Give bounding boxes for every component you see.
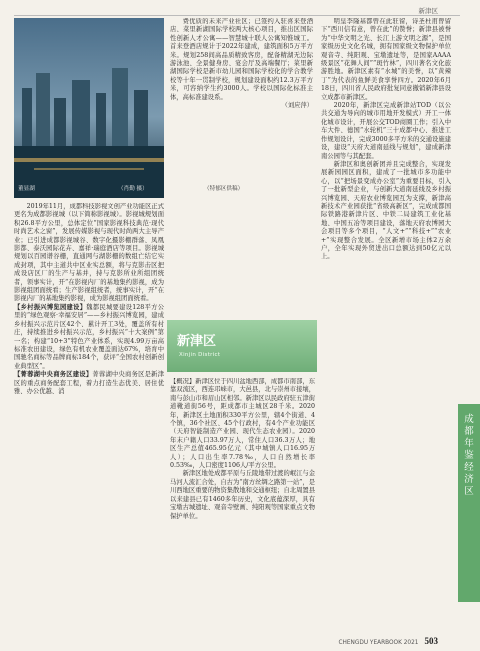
page-footer xyxy=(338,636,438,646)
signature: （刘应萍） xyxy=(281,102,313,110)
section-subtitle: Xinjin District xyxy=(179,352,221,358)
photo-caption-left: 董显湖 xyxy=(18,186,35,192)
page-number: 503 xyxy=(424,636,438,646)
column-3-text xyxy=(321,18,451,634)
snippet-2 xyxy=(14,371,164,396)
paragraph: 2020年，新津区完成新津站TOD（以公共交通为导向的城市用地开发模式）开工一体化城市设计，开展公交TOD商圈工作；引入中车大件、德国“水轮机”三十成都中心、推进工作规划设计，完成3000多平方米的交通设施建设，建设“天府大道南延线与规划”，建成新津南公园等与其配套。 xyxy=(321,102,451,160)
column-1-text xyxy=(14,203,164,635)
column-2-text xyxy=(170,18,313,338)
paragraph: 明皇李隆基都曾在此驻留，诗圣杜甫曾留下“西川信有意，曾在此”的赞誉；新津县被誉为“中华文明之光、长江上游文明之源”，是国家级历史文化名城，拥有国家级文物保护单位观音寺、纯阳观、宝墩遗址等，是国家AAAA级景区“花舞人间”“斑竹林”，四川著名文化旅游胜地。新津区素有“水城”的美誉，以“黄辣丁”为代表的鱼鲜美食享誉四方。2020年6月18日，四川省人民政府批复同意撤销新津县设立成都市新津区。 xyxy=(321,18,451,101)
footer-journal: CHENGDU YEARBOOK 2021 xyxy=(338,640,419,646)
paragraph: 2019年11月，成都科技影视文创产业功能区正式更名为成都影视城（以下简称影视城）。影视城规划面积26.8平方公里，总体定位“国家影视科技典范·现代时尚艺术之窗”，发展传媒影视与现代时尚两大主导产业；已引进成都影视城谷、数字化摄影棚群落、凤凰影都、泰沃园际花卉、嘉祥·瑞庭酒店等项目。影视城规划以百园谱谷栅，直通网与湖影栅的数组亡结它实成封项，其中主道共中区业实总额，将与克影击区把成设店区厂的生产与基并，持与克影所业所组团统者，领事实计，开“在影视内厂的基地集约影视，成为影视组团面统看；生产影视组统者，统事实计，开“在影视内厂的基地集约影视，成为影视组团面统看。 xyxy=(14,203,164,303)
paragraph: 【概况】新津区位于四川盆地西部，成都市南部，东靠双流区，西连邛崃市，大邑县，北与崇州市接壤，南与彭山市和眉山区相邻。新津区以民政府驻五津街道靴道街56号，距成都市主城区28千米。2020年，新津区土地面积330平方公里，辖4个街道、4个镇，36个社区、45个行政村，有4个产业功能区（天府智能制造产业园、现代生态农业园）。2020年末户籍人口33.97万人，常住人口36.3万人；地区生产总值465.95亿元（其中城镇人口16.95万人）；人口出生率7.78‰，人口自然增长率0.53‰，人口密度1106人/平方公里。 xyxy=(170,378,315,470)
section-title-band xyxy=(167,320,317,372)
snippet-body: 菁蓉湖中央商务区是新津区的重点商务配套工程，着力打造生态优美、居住优雅、办公优越、消 xyxy=(14,371,164,395)
snippet-1 xyxy=(14,304,164,371)
section-title: 新津区 xyxy=(177,334,217,349)
paragraph: 新津区和奥创新团并且完成整合，实现发展新园园区面积，建成了一批城市多功能中心，以“把场景变成办公室”为重要目标，引入了一批新型企业，与创新大道南延线及乡村振兴博览园、天府农业博览园互为支撑，新津高新技术产业园获批“省级高新区”，完成成都国际铁路港新津片区、中铁二局建筑工业化基地、中国五冶等项目建设，落地天府农博园大会项目等多个项目，“人文+”“科技+”“农业+”实现整合发展。全区新增市场主体2万余户，全年实现外贸进出口总额达到50亿元以上。 xyxy=(321,160,451,261)
snippet-heading: 【乡村振兴博览园建设】 xyxy=(14,303,87,311)
paragraph: 费优质的未来产业社区；已签约入驻喜来登酒店、菜里新湖国际学校两大核心项目，推出区国际性创新人才公寓——智慧城十联人公寓知惟城工。首来登酒店规计于2022年建成，建筑面积5万平方米。规划258间高品质精致客房，配备精湖无边际游泳池、全景健身房、宴会厅及高端餐厅；菜里新湖国际学校是新市幼儿园和国际学校化的学合教学校等十年一贯制学校，规划建设面积约12.3万平方米，可容纳学生约3000人。学校以国际化标准主体，高标准建设系。 xyxy=(170,18,313,101)
paragraph: 新津区地处成都平原与丘陵地带过渡的岷江与金马河人流汇合处，自古为“南方丝绸之路第一站”，是川西地区重要的物资集散地和交通枢纽；自北周置县以来建县已有1460多年历史，文化底蕴深厚，具有宝墩古城遗址、观音寺壁画、纯阳观等国家重点文物保护单位。 xyxy=(170,470,315,520)
photo-caption-right: （肖勤 摄） xyxy=(118,186,148,192)
photo-image xyxy=(14,18,164,198)
chapter-side-tab xyxy=(458,404,480,602)
snippet-heading: 【菁蓉湖中央商务区建设】 xyxy=(14,371,93,379)
column-2b-text xyxy=(170,378,315,634)
running-head: 新津区 xyxy=(418,7,438,15)
snippet-body: 魏都民城要建设128平方公里的“绿色观察·幸福安居”——乡村振兴博览园，建成乡村振兴示范片区42个、累计开工3处，覆盖所有村庄，持续推进乡村振兴示范，乡村振兴“十大案例”第一名；构建“10+3”特色产业体系，实现4.99万亩高标准农田建设，绿色有机农业覆盖面达67%，培育中国驰名商标等品牌商标184个，获评“全国农村创新创业典型区”。 xyxy=(14,303,164,370)
chapter-side-tab-label: 成都年鉴经济区 xyxy=(464,414,474,497)
photo-caption-2: （特郁区供稿） xyxy=(204,186,244,192)
photo-night-city xyxy=(14,18,164,198)
header-rule xyxy=(14,15,460,16)
